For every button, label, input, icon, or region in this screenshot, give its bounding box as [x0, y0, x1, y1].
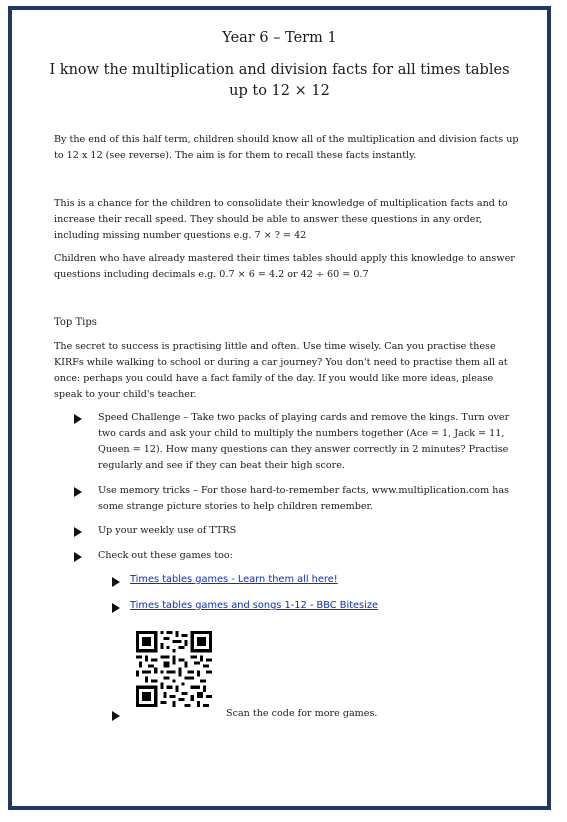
- top-tips-heading: Top Tips: [54, 317, 97, 328]
- subtitle-line-1: I know the multiplication and division facts for all times tables: [49, 62, 510, 78]
- intro-paragraph-1: By the end of this half term, children should know all of the multiplication and division facts up to 12 x 12 (see reverse). The aim is for them to recall these facts instantly.: [54, 134, 519, 161]
- tip-text: Check out these games too:: [98, 550, 233, 561]
- tip-text: Speed Challenge – Take two packs of playing cards and remove the kings. Turn over two cards and ask your child to multiply the numbers together (Ace = 1, Jack = 11, Queen = 12). How many questions can they answer correctly in 2 minutes? Practise regularly and see if they can beat their high score.: [98, 412, 510, 471]
- tip-text: Use memory tricks – For those hard-to-remember facts, www.multiplication.com has some strange picture stories to help children remember.: [98, 485, 510, 512]
- scan-code-text: Scan the code for more games.: [226, 708, 378, 719]
- tip-item-memory-tricks: [74, 483, 524, 515]
- bbc-bitesize-link[interactable]: Times tables games and songs 1-12 - BBC Bitesize: [130, 600, 379, 611]
- arrow-right-icon: [74, 487, 82, 497]
- document-title: Year 6 – Term 1: [222, 30, 337, 46]
- intro-paragraph-3: Children who have already mastered their times tables should apply this knowledge to answer questions including decimals e.g. 0.7 × 6 = 4.2 or 42 ÷ 60 = 0.7: [54, 253, 515, 280]
- link-item-learn-them-all: [112, 573, 492, 589]
- arrow-right-icon: [112, 577, 120, 587]
- tip-text: Up your weekly use of TTRS: [98, 525, 237, 536]
- arrow-right-icon: [74, 527, 82, 537]
- kirf-document-page: [8, 6, 551, 810]
- top-tips-intro: The secret to success is practising little and often. Use time wisely. Can you practise these KIRFs while walking to school or during a car journey? You don't need to practise them all at once: perhaps you could have a fact family of the day. If you would like more ideas, please speak to your child's teacher.: [54, 341, 508, 400]
- document-subtitle: [12, 60, 547, 102]
- arrow-right-icon: [112, 711, 120, 721]
- times-tables-games-link[interactable]: Times tables games - Learn them all here!: [130, 574, 338, 585]
- tip-item-speed-challenge: [74, 410, 524, 474]
- qr-code-icon: [136, 631, 212, 707]
- tip-item-games: [74, 548, 524, 564]
- intro-paragraph-2: This is a chance for the children to consolidate their knowledge of multiplication facts and to increase their recall speed. They should be able to answer these questions in any order, including missing number questions e.g. 7 × ? = 42: [54, 198, 508, 241]
- link-item-bbc-bitesize: [112, 599, 492, 615]
- arrow-right-icon: [112, 603, 120, 613]
- arrow-right-icon: [74, 414, 82, 424]
- subtitle-line-2: up to 12 × 12: [229, 83, 330, 99]
- arrow-right-icon: [74, 552, 82, 562]
- tip-item-ttrs: [74, 523, 524, 539]
